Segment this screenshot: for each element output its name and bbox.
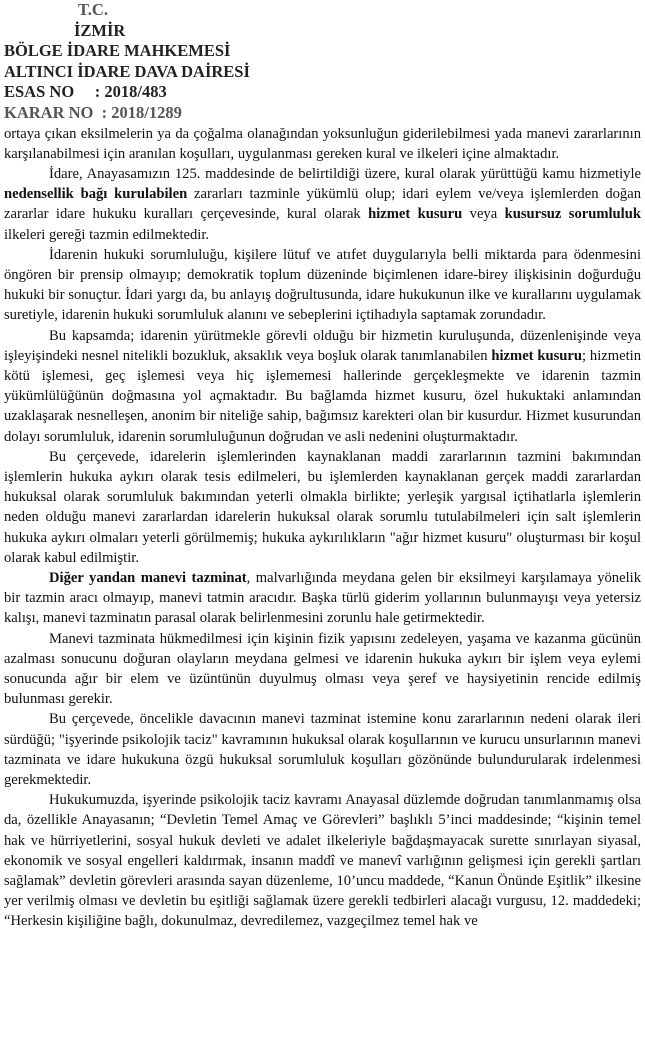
body-paragraph — [4, 629, 641, 710]
document-header — [4, 0, 641, 124]
body-paragraph — [4, 709, 641, 790]
paragraph-text: zararları tazminle yükümlü olup; idari eylem ve/veya işlemlerden doğan zararlar idare hukuku kuralları çerçevesinde, kural olarak — [4, 186, 641, 223]
header-court: BÖLGE İDARE MAHKEMESİ — [4, 41, 231, 61]
emphasized-text: nedensellik bağı kurulabilen — [4, 186, 188, 203]
paragraph-text: ortaya çıkan eksilmelerin ya da çoğalma olanağından yoksunluğun giderilebilmesi yada manevi zararlarının karşılanabilmesi için aranılan koşulları, uygulanması gereken kural ve ilkeleri içine almaktadır. — [4, 125, 641, 162]
body-paragraph — [4, 124, 641, 164]
header-tc: T.C. — [78, 0, 108, 19]
body-paragraph — [4, 568, 641, 629]
header-karar-no: KARAR NO : 2018/1289 — [4, 102, 182, 122]
paragraph-text: Hukukumuzda, işyerinde psikolojik taciz kavramı Anayasal düzlemde doğrudan tanımlanmamış olsa da, özellikle Anayasanın; “Devletin Temel Amaç ve Görevleri” başlıklı 5’inci maddesinde; “kişinin temel hak ve hürriyetlerini, sosyal hukuk devleti ve adalet ilkeleriyle bağdaşmayacak surette sınırlayan siyasal, ekonomik ve sosyal engelleri kaldırmak, insanın maddî ve manevî varlığının gelişmesi için gerekli şartları sağlamak” devletin görevleri arasında sayan düzenleme, 10’uncu maddede, “Kanun Önünde Eşitlik” ilkesine yer verilmiş olması ve devletin bu eşitliği sağlamak üzere gerekli tedbirleri alacağı vurgusu, 12. maddedeki; “Herkesin kişiliğine bağlı, dokunulmaz, devredilemez, vazgeçilmez temel hak ve — [4, 792, 641, 930]
header-esas-no: ESAS NO : 2018/483 — [4, 82, 167, 102]
emphasized-text: Diğer yandan manevi tazminat — [49, 570, 247, 587]
header-city: İZMİR — [74, 20, 126, 40]
body-paragraph — [4, 245, 641, 326]
paragraph-text: Manevi tazminata hükmedilmesi için kişinin fizik yapısını zedeleyen, yaşama ve kazanma gücünün azalması sonucunu doğuran olayların meydana gelmesi ve idarenin hukuka aykırı bir işlem veya eylemi sonucunda ağır bir elem ve üzüntünün duyulmuş olması veya şeref ve haysiyetinin rencide edilmiş bulunması gerekir. — [4, 630, 641, 708]
body-paragraph — [4, 326, 641, 447]
emphasized-text: hizmet kusuru — [368, 206, 463, 223]
body-paragraph — [4, 447, 641, 568]
body-paragraph — [4, 164, 641, 245]
paragraph-text: ilkeleri gereği tazmin edilmektedir. — [4, 226, 210, 243]
paragraph-text: , malvarlığında meydana gelen bir eksilmeyi karşılamaya yönelik bir tazmin aracı olmayıp, manevi tatmin aracıdır. Başka türlü giderim yollarının bulunmayışı veya yetersiz kalışı, manevi tazminatın parasal olarak belirlenmesini zorunlu hale getirmektedir. — [4, 570, 641, 627]
paragraph-text: Bu çerçevede, öncelikle davacının manevi tazminat istemine konu zararlarının nedeni olarak ileri sürdüğü; "işyerinde psikolojik taciz" kavramının hukuksal olarak koşullarının ve kurucu unsurlarının manevi tazminata ve idare hukukuna özgü hukuksal sorumluluk koşulları gözönünde bulundurularak irdelenmesi gerekmektedir. — [4, 711, 641, 789]
paragraph-text: Bu kapsamda; idarenin yürütmekle görevli olduğu bir hizmetin kuruluşunda, düzenlenişinde veya işleyişindeki nesnel nitelikli bozukluk, aksaklık veya boşluk olarak tanımlanabilen — [4, 327, 641, 364]
paragraph-text: veya — [462, 206, 505, 223]
body-paragraph — [4, 790, 641, 931]
emphasized-text: kusursuz sorumluluk — [504, 206, 641, 223]
emphasized-text: hizmet kusuru — [491, 347, 583, 364]
paragraph-text: İdare, Anayasamızın 125. maddesinde de belirtildiği üzere, kural olarak yürüttüğü kamu hizmetiyle — [49, 165, 641, 182]
document-body — [4, 124, 641, 932]
paragraph-text: ; hizmetin kötü işlemesi, geç işlemesi veya hiç işlememesi hallerinde gerçekleşmekte ve idarenin tazmin yükümlülüğünün doğmasına yol açmaktadır. Bu bağlamda hizmet kusuru, özel hukuktaki anlamından uzaklaşarak nesnelleşen, anonim bir niteliğe sahip, bağımsız karekteri olan bir kusurdur. Hizmet kusurundan dolayı sorumluluk, idarenin sorumluluğunun doğrudan ve asli nedenini oluşturmaktadır. — [4, 347, 641, 445]
paragraph-text: İdarenin hukuki sorumluluğu, kişilere lütuf ve atıfet duygularıyla belli miktarda para ödenmesini öngören bir prensip olmayıp; demokratik toplum düzeninde biçimlenen idare-birey ilişkisinin doğurduğu hukuki bir sonuçtur. İdari yargı da, bu anlayış doğrultusunda, idare hukukunun ilke ve kurallarını uygulamak suretiyle, idarenin hukuki sorumluluk alanını ve sebeplerini içtihadıyla saptamak zorundadır. — [4, 246, 641, 324]
paragraph-text: Bu çerçevede, idarelerin işlemlerinden kaynaklanan maddi zararlarının tazmini bakımından işlemlerin hukuka aykırı olarak tesis edilmeleri, bu işlemlerden kaynaklanan gerçek maddi zararlardan hukuksal olarak sorumluluk bakımından yeterli olmakla birlikte; yerleşik yargısal içtihatlarla işlemlerin neden olduğu manevi zararlardan idarelerin hukuksal olarak sorumlu tutulabilmeleri için salt işlemlerin hukuka aykırı olmaları yeterli görülmemiş; hukuka aykırılıkların "ağır hizmet kusuru" oluşturması bir koşul olarak kabul edilmiştir. — [4, 448, 641, 566]
header-chamber: ALTINCI İDARE DAVA DAİRESİ — [4, 61, 250, 81]
